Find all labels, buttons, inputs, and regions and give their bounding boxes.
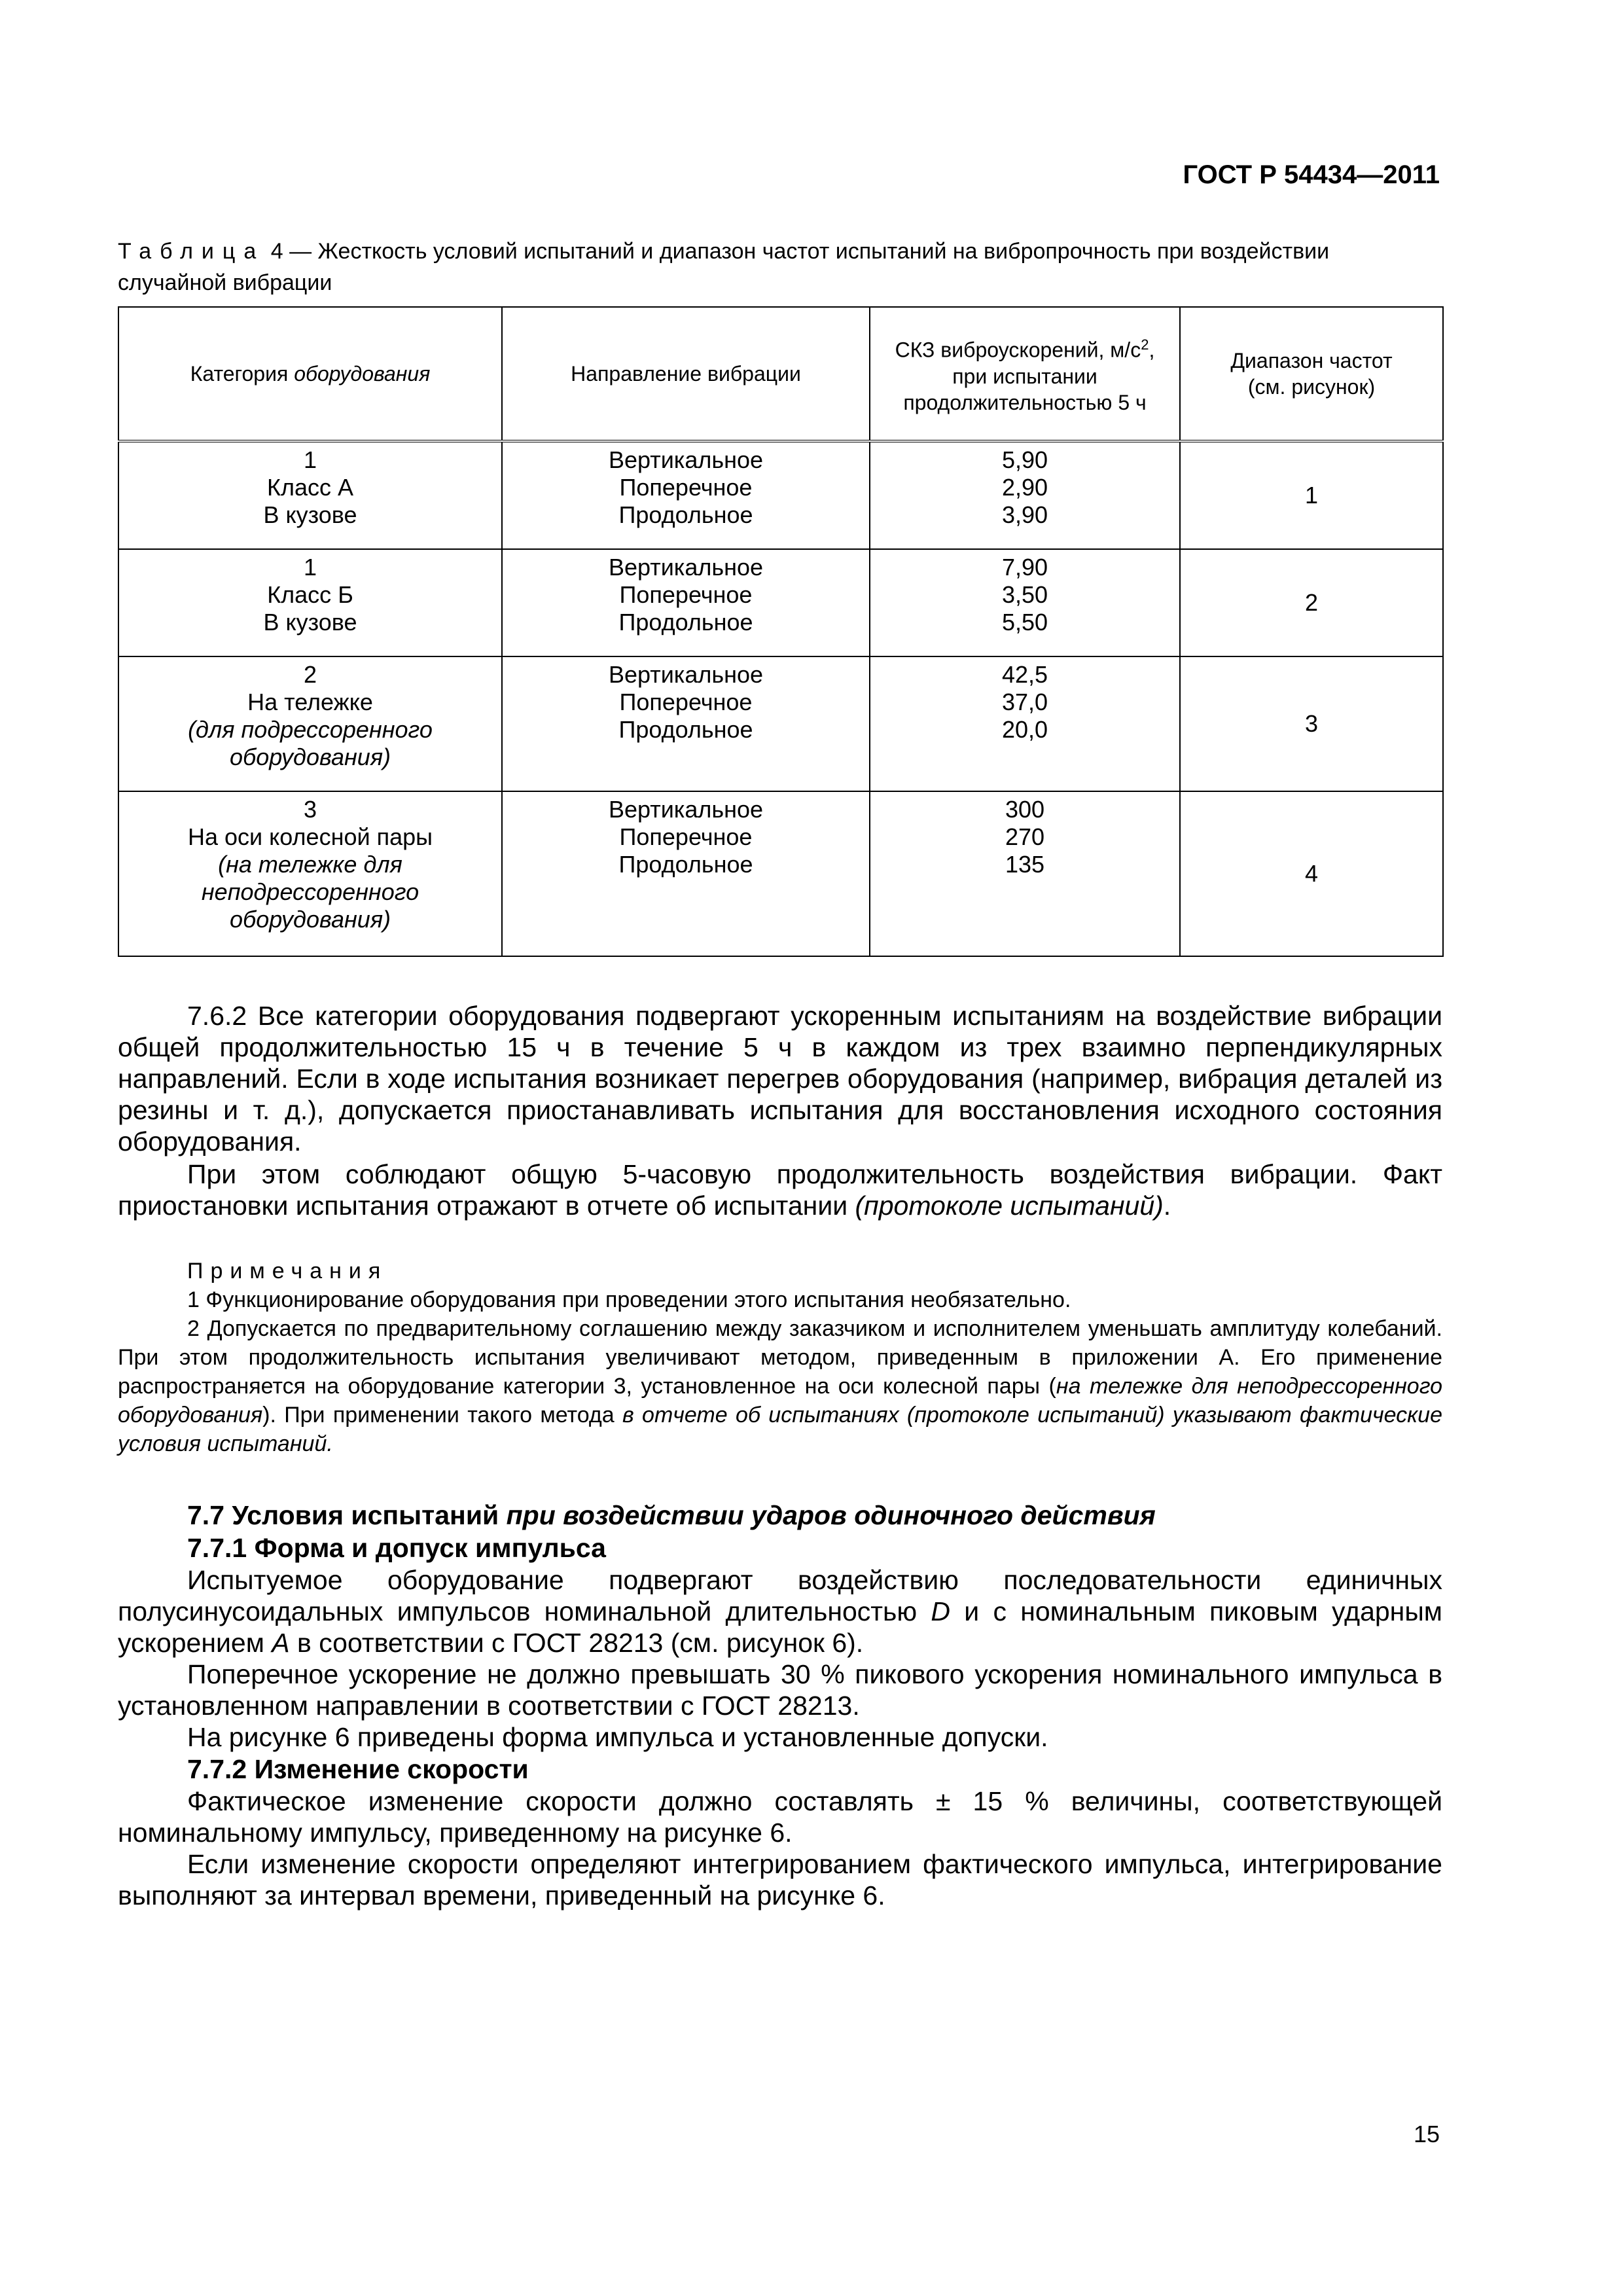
header-frequency-range: Диапазон частот (см. рисунок) (1180, 307, 1443, 441)
table-caption (118, 236, 1440, 298)
paragraph-7-7-2-integration: Если изменение скорости определяют интегрированием фактического импульса, интегрирование выполняют за интервал времени, приведенный на рисунке 6. (118, 1849, 1442, 1910)
table-caption-text: 4 — Жесткость условий испытаний и диапазон частот испытаний на вибропрочность при воздействии случайной вибрации (118, 239, 1330, 295)
cell-frequency: 1 (1180, 441, 1443, 549)
paragraph-7-7-1-impulses: Испытуемое оборудование подвергают воздействию последовательности единичных полусинусоидальных импульсов номинальной длительностью D и с номинальным пиковым ударным ускорением A в соответствии с ГОСТ 28213 (см. рисунок 6). (118, 1565, 1442, 1658)
cell-category: 3 На оси колесной пары (на тележке для неподрессоренного оборудования) (118, 791, 502, 956)
header-direction: Направление вибрации (502, 307, 870, 441)
notes-title: Примечания (187, 1259, 388, 1283)
header-skz: СКЗ виброускорений, $м/с^2$, при испытании продолжительностью 5 ч (870, 307, 1180, 441)
cell-skz: 42,5 37,0 20,0 (870, 656, 1180, 791)
cell-skz: 5,90 2,90 3,90 (870, 441, 1180, 549)
cell-skz: 300 270 135 (870, 791, 1180, 956)
paragraph-7-7-2-velocity: Фактическое изменение скорости должно составлять ± 15 % величины, соответствующей номинальному импульсу, приведенному на рисунке 6. (118, 1786, 1442, 1848)
table-row (118, 656, 1443, 791)
paragraph-7-6-2: 7.6.2 Все категории оборудования подвергают ускоренным испытаниям на воздействие вибрации общей продолжительностью 15 ч в течение 5 ч в каждом из трех взаимно перпендикулярных направлений. Если в ходе испытания возникает перегрев оборудования (например, вибрация деталей из резины и т. д.), допускается приостанавливать испытания для восстановления исходного состояния оборудования. (118, 1001, 1442, 1157)
cell-direction: Вертикальное Поперечное Продольное (502, 549, 870, 656)
paragraph-7-7-1-figure: На рисунке 6 приведены форма импульса и установленные допуски. (187, 1722, 1048, 1752)
cell-category: 1 Класс А В кузове (118, 441, 502, 549)
table-row (118, 549, 1443, 656)
paragraph-pause: При этом соблюдают общую 5-часовую продолжительность воздействия вибрации. Факт приостановки испытания отражают в отчете об испытании (протоколе испытаний). (118, 1159, 1442, 1221)
cell-skz: 7,90 3,50 5,50 (870, 549, 1180, 656)
cell-direction: Вертикальное Поперечное Продольное (502, 656, 870, 791)
table-caption-label: Таблица (118, 239, 265, 264)
heading-7-7-2: 7.7.2 Изменение скорости (187, 1754, 529, 1784)
table-header-row (118, 307, 1443, 441)
paragraph-7-7-1-transverse: Поперечное ускорение не должно превышать 30 % пикового ускорения номинального импульса в установленном направлении в соответствии с ГОСТ 28213. (118, 1659, 1442, 1721)
table-row (118, 441, 1443, 549)
vibration-test-table (118, 306, 1444, 957)
cell-category: 2 На тележке (для подрессоренного оборудования) (118, 656, 502, 791)
cell-frequency: 3 (1180, 656, 1443, 791)
section-7-7 (118, 1499, 1442, 1911)
notes-block (118, 1257, 1442, 1458)
cell-direction: Вертикальное Поперечное Продольное (502, 791, 870, 956)
page-number: 15 (1413, 2121, 1440, 2147)
cell-direction: Вертикальное Поперечное Продольное (502, 441, 870, 549)
header-category: Категория оборудования (118, 307, 502, 441)
note-2: 2 Допускается по предварительному соглашению между заказчиком и исполнителем уменьшать амплитуду колебаний. При этом продолжительность испытания увеличивают методом, приведенным в приложении А. Его применение распространяется на оборудование категории 3, установленное на оси колесной пары (на тележке для неподрессоренного оборудования). При применении такого метода в отчете об испытаниях (протоколе испытаний) указывают фактические условия испытаний. (118, 1316, 1442, 1456)
section-7-6-2 (118, 1000, 1442, 1221)
heading-7-7: 7.7 Условия испытаний при воздействии ударов одиночного действия (187, 1500, 1156, 1530)
cell-frequency: 2 (1180, 549, 1443, 656)
heading-7-7-1: 7.7.1 Форма и допуск импульса (187, 1533, 606, 1563)
table-row (118, 791, 1443, 956)
cell-frequency: 4 (1180, 791, 1443, 956)
document-code: ГОСТ Р 54434—2011 (1183, 160, 1440, 189)
cell-category: 1 Класс Б В кузове (118, 549, 502, 656)
note-1: 1 Функционирование оборудования при проведении этого испытания необязательно. (187, 1287, 1071, 1312)
